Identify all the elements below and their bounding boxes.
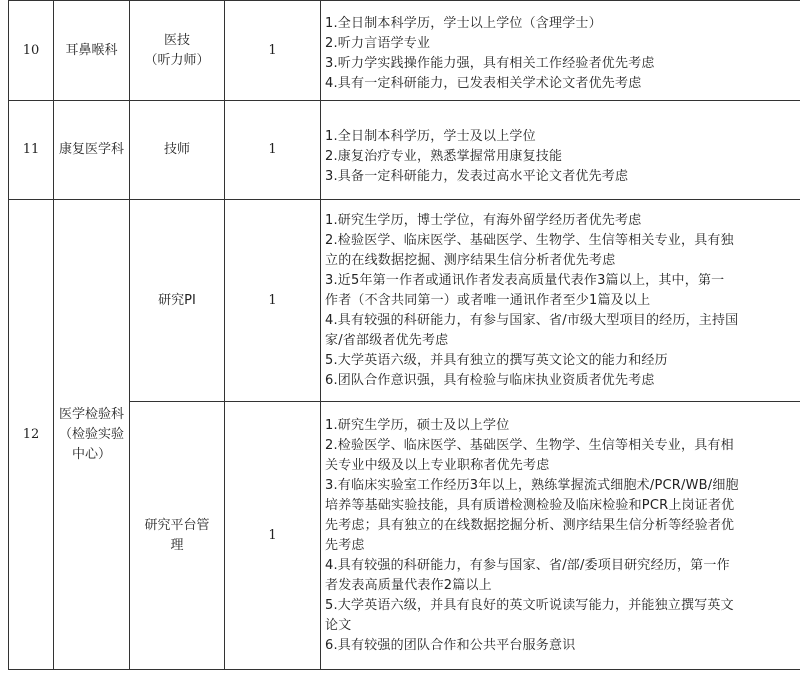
requirement-line: 5.大学英语六级，并具有良好的英文听说读写能力，并能独立撰写英文 xyxy=(325,597,734,613)
requirement-line: 2.检验医学、临床医学、基础医学、生物学、生信等相关专业，具有相 xyxy=(325,437,734,453)
requirement-line: 3.听力学实践操作能力强，具有相关工作经验者优先考虑 xyxy=(325,55,655,71)
requirement-line: 家/省部级者优先考虑 xyxy=(325,332,449,348)
position-title-line: 理 xyxy=(170,537,184,553)
requirement-line: 先考虑；具有独立的在线数据挖掘分析、测序结果生信分析等经验者优 xyxy=(325,517,735,533)
requirement-line: 4.具有较强的科研能力，有参与国家、省/部/委项目研究经历，第一作 xyxy=(325,557,730,573)
headcount-cell: 1 xyxy=(225,1,321,101)
position-cell xyxy=(130,1,225,101)
requirement-line: 2.听力言语学专业 xyxy=(325,35,431,51)
requirement-line: 5.大学英语六级，并具有独立的撰写英文论文的能力和经历 xyxy=(325,352,668,368)
requirement-line: 论文 xyxy=(325,617,352,633)
department-cell: 耳鼻喉科 xyxy=(54,1,130,101)
department-cell: 康复医学科 xyxy=(54,101,130,200)
requirement-line: 3.具备一定科研能力，发表过高水平论文者优先考虑 xyxy=(325,169,629,184)
row-number: 11 xyxy=(9,101,54,200)
department-cell: 医学检验科（检验实验中心） xyxy=(54,200,130,670)
requirement-line: 6.团队合作意识强，具有检验与临床执业资质者优先考虑 xyxy=(325,372,655,388)
position-title-line: 医技 xyxy=(163,32,190,48)
requirement-line: 6.具有较强的团队合作和公共平台服务意识 xyxy=(325,637,576,653)
requirement-line: 立的在线数据挖掘、测序结果生信分析者优先考虑 xyxy=(325,252,616,268)
position-title-line: 研究PI xyxy=(158,292,196,308)
requirement-line: 者发表高质量代表作2篇以上 xyxy=(325,577,492,593)
recruitment-table xyxy=(8,0,800,670)
headcount-cell: 1 xyxy=(225,402,321,670)
requirement-line: 作者（不含共同第一）或者唯一通讯作者至少1篇及以上 xyxy=(325,292,651,308)
requirement-line: 1.研究生学历，博士学位，有海外留学经历者优先考虑 xyxy=(325,212,642,228)
requirement-line: 4.具有一定科研能力，已发表相关学术论文者优先考虑 xyxy=(325,75,642,91)
row-number: 12 xyxy=(9,200,54,670)
requirement-line: 3.近5年第一作者或通讯作者发表高质量代表作3篇以上，其中，第一 xyxy=(325,272,725,288)
requirements-cell xyxy=(321,1,800,101)
table-row-12-pi xyxy=(9,200,800,402)
position-title-line: （听力师） xyxy=(144,52,210,68)
requirements-cell xyxy=(321,200,800,402)
requirement-line: 关专业中级及以上专业职称者优先考虑 xyxy=(325,457,550,473)
requirement-line: 1.研究生学历，硕士及以上学位 xyxy=(325,417,510,433)
position-title-line: 技师 xyxy=(163,142,190,157)
requirement-line: 3.有临床实验室工作经历3年以上，熟练掌握流式细胞术/PCR/WB/细胞 xyxy=(325,477,739,493)
requirement-line: 先考虑 xyxy=(325,537,365,553)
row-number: 10 xyxy=(9,1,54,101)
requirements-cell xyxy=(321,101,800,200)
requirement-line: 2.康复治疗专业，熟悉掌握常用康复技能 xyxy=(325,149,563,164)
requirement-line: 2.检验医学、临床医学、基础医学、生物学、生信等相关专业，具有独 xyxy=(325,232,734,248)
requirements-cell xyxy=(321,402,800,670)
position-cell xyxy=(130,402,225,670)
table-row-10 xyxy=(9,1,800,101)
requirement-line: 1.全日制本科学历，学士及以上学位 xyxy=(325,129,536,144)
requirement-line: 培养等基础实验技能，具有质谱检测检验及临床检验和PCR上岗证者优 xyxy=(325,497,735,513)
position-cell xyxy=(130,101,225,200)
headcount-cell: 1 xyxy=(225,101,321,200)
position-cell xyxy=(130,200,225,402)
requirement-line: 4.具有较强的科研能力，有参与国家、省/市级大型项目的经历，主持国 xyxy=(325,312,739,328)
headcount-cell: 1 xyxy=(225,200,321,402)
position-title-line: 研究平台管 xyxy=(144,517,210,533)
requirement-line: 1.全日制本科学历，学士以上学位（含理学士） xyxy=(325,15,602,31)
table-row-11 xyxy=(9,101,800,200)
